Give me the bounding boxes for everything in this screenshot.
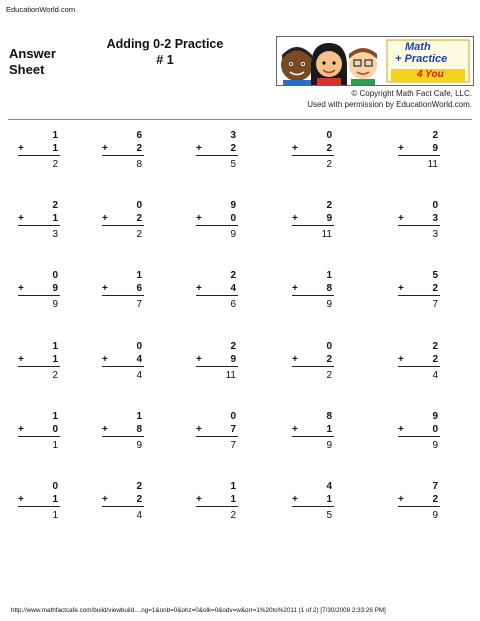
worksheet-title	[90, 36, 240, 68]
answer-value: 4	[136, 370, 142, 381]
addend-bottom: 2	[432, 354, 438, 365]
addend-top: 1	[136, 411, 142, 422]
plus-sign: +	[18, 283, 24, 294]
plus-sign: +	[196, 283, 202, 294]
addition-problem	[196, 411, 236, 455]
addend-top: 0	[432, 200, 438, 211]
addend-top: 1	[136, 270, 142, 281]
addition-problem	[292, 200, 332, 244]
sum-line	[196, 366, 238, 367]
addend-bottom: 1	[52, 143, 58, 154]
plus-sign: +	[196, 143, 202, 154]
plus-sign: +	[196, 494, 202, 505]
addition-problem	[292, 130, 332, 174]
plus-sign: +	[398, 283, 404, 294]
plus-sign: +	[196, 354, 202, 365]
sum-line	[102, 225, 144, 226]
addition-problem	[102, 481, 142, 525]
sum-line	[102, 155, 144, 156]
addend-top: 0	[326, 341, 332, 352]
permission-line: Used with permission by EducationWorld.com.	[307, 100, 472, 109]
plus-sign: +	[102, 424, 108, 435]
addition-problem	[196, 481, 236, 525]
answer-value: 6	[230, 299, 236, 310]
sum-line	[102, 295, 144, 296]
addition-problem	[18, 130, 58, 174]
addition-problem	[398, 270, 438, 314]
sum-line	[18, 295, 60, 296]
addend-top: 0	[52, 481, 58, 492]
addend-top: 0	[326, 130, 332, 141]
addend-top: 2	[230, 270, 236, 281]
addend-bottom: 6	[136, 283, 142, 294]
plus-sign: +	[18, 354, 24, 365]
sum-line	[398, 225, 440, 226]
answer-value: 4	[136, 510, 142, 521]
sum-line	[18, 506, 60, 507]
sum-line	[18, 436, 60, 437]
addend-bottom: 1	[326, 494, 332, 505]
plus-sign: +	[292, 283, 298, 294]
plus-sign: +	[292, 494, 298, 505]
addend-top: 6	[136, 130, 142, 141]
answer-value: 1	[52, 440, 58, 451]
plus-sign: +	[292, 213, 298, 224]
addend-top: 0	[136, 200, 142, 211]
answer-value: 3	[52, 229, 58, 240]
addition-problem	[398, 130, 438, 174]
addition-problem	[196, 341, 236, 385]
answer-value: 11	[225, 370, 236, 381]
sum-line	[292, 155, 334, 156]
answer-value: 9	[326, 440, 332, 451]
addition-problem	[398, 200, 438, 244]
addend-bottom: 4	[230, 283, 236, 294]
addend-bottom: 2	[432, 494, 438, 505]
addend-top: 4	[326, 481, 332, 492]
plus-sign: +	[292, 354, 298, 365]
addend-top: 7	[432, 481, 438, 492]
worksheet-title-line: Adding 0-2 Practice	[106, 37, 224, 51]
addition-problem	[18, 341, 58, 385]
addition-problem	[292, 481, 332, 525]
addend-bottom: 2	[230, 143, 236, 154]
addend-bottom: 2	[136, 143, 142, 154]
plus-sign: +	[102, 354, 108, 365]
addend-bottom: 2	[326, 143, 332, 154]
addend-bottom: 9	[432, 143, 438, 154]
sum-line	[196, 295, 238, 296]
logo-text-4you: 4 You	[417, 69, 444, 80]
plus-sign: +	[18, 143, 24, 154]
addition-problem	[398, 341, 438, 385]
addend-bottom: 4	[136, 354, 142, 365]
addend-bottom: 1	[52, 213, 58, 224]
sum-line	[292, 436, 334, 437]
worksheet-subtitle: # 1	[156, 53, 174, 67]
answer-value: 5	[230, 159, 236, 170]
addend-top: 1	[52, 341, 58, 352]
sum-line	[292, 295, 334, 296]
sum-line	[18, 225, 60, 226]
sum-line	[196, 436, 238, 437]
addend-bottom: 8	[136, 424, 142, 435]
addition-problem	[196, 270, 236, 314]
answer-sheet-label-line: Sheet	[9, 62, 45, 77]
plus-sign: +	[398, 354, 404, 365]
sum-line	[398, 155, 440, 156]
plus-sign: +	[18, 424, 24, 435]
logo-text-practice: + Practice	[395, 53, 448, 65]
addition-problem	[18, 411, 58, 455]
addend-bottom: 9	[52, 283, 58, 294]
answer-value: 9	[230, 229, 236, 240]
addition-problem	[196, 200, 236, 244]
sum-line	[398, 366, 440, 367]
answer-value: 2	[230, 510, 236, 521]
addition-problem	[292, 341, 332, 385]
addend-bottom: 1	[52, 494, 58, 505]
answer-value: 5	[326, 510, 332, 521]
answer-value: 9	[432, 440, 438, 451]
site-header: EducationWorld.com	[6, 5, 76, 14]
addend-top: 0	[52, 270, 58, 281]
sum-line	[398, 436, 440, 437]
plus-sign: +	[292, 424, 298, 435]
sum-line	[102, 366, 144, 367]
answer-value: 11	[427, 159, 438, 170]
answer-value: 2	[52, 370, 58, 381]
plus-sign: +	[102, 494, 108, 505]
sum-line	[292, 506, 334, 507]
addend-top: 9	[432, 411, 438, 422]
math-practice-logo	[276, 36, 474, 86]
answer-value: 9	[432, 510, 438, 521]
addend-top: 2	[432, 341, 438, 352]
sum-line	[102, 506, 144, 507]
addend-top: 2	[326, 200, 332, 211]
plus-sign: +	[398, 424, 404, 435]
addend-bottom: 0	[432, 424, 438, 435]
sum-line	[196, 506, 238, 507]
answer-value: 4	[432, 370, 438, 381]
addend-bottom: 8	[326, 283, 332, 294]
addition-problem	[292, 270, 332, 314]
sum-line	[292, 366, 334, 367]
addition-problem	[292, 411, 332, 455]
addend-top: 1	[326, 270, 332, 281]
addend-top: 1	[230, 481, 236, 492]
addend-bottom: 7	[230, 424, 236, 435]
sum-line	[398, 506, 440, 507]
plus-sign: +	[102, 213, 108, 224]
addend-top: 8	[326, 411, 332, 422]
plus-sign: +	[196, 424, 202, 435]
addend-top: 5	[432, 270, 438, 281]
plus-sign: +	[292, 143, 298, 154]
plus-sign: +	[102, 143, 108, 154]
addend-bottom: 1	[52, 354, 58, 365]
addend-bottom: 3	[432, 213, 438, 224]
addend-top: 9	[230, 200, 236, 211]
addend-top: 3	[230, 130, 236, 141]
addend-top: 0	[136, 341, 142, 352]
addend-bottom: 2	[326, 354, 332, 365]
answer-value: 8	[136, 159, 142, 170]
addend-bottom: 0	[230, 213, 236, 224]
addend-top: 2	[230, 341, 236, 352]
answer-sheet-label-line: Answer	[9, 46, 56, 61]
addition-problem	[102, 411, 142, 455]
addend-bottom: 0	[52, 424, 58, 435]
addend-bottom: 1	[326, 424, 332, 435]
sum-line	[398, 295, 440, 296]
sum-line	[102, 436, 144, 437]
addend-top: 0	[230, 411, 236, 422]
copyright-line: © Copyright Math Fact Cafe, LLC.	[351, 89, 472, 98]
addition-problem	[18, 270, 58, 314]
addition-problem	[18, 200, 58, 244]
sum-line	[18, 155, 60, 156]
header-divider	[8, 119, 472, 120]
plus-sign: +	[398, 213, 404, 224]
plus-sign: +	[102, 283, 108, 294]
answer-value: 2	[52, 159, 58, 170]
addend-bottom: 2	[136, 494, 142, 505]
addition-problem	[398, 481, 438, 525]
addend-bottom: 2	[432, 283, 438, 294]
addend-top: 1	[52, 411, 58, 422]
answer-value: 3	[432, 229, 438, 240]
page-footer-url: http://www.mathfactcafe.com/build/viewbuild....ng=1&onb=0&ohz=0&olk=0&odv=w&orr=1%20to%2011 (1 of 2) [7/30/2009 2:33:26 PM]	[11, 607, 386, 614]
copyright-notice	[307, 88, 472, 110]
addition-problem	[102, 200, 142, 244]
answer-value: 11	[321, 229, 332, 240]
answer-value: 7	[230, 440, 236, 451]
addition-problem	[196, 130, 236, 174]
addition-problem	[102, 270, 142, 314]
plus-sign: +	[18, 494, 24, 505]
plus-sign: +	[398, 494, 404, 505]
plus-sign: +	[196, 213, 202, 224]
answer-value: 7	[136, 299, 142, 310]
answer-value: 9	[136, 440, 142, 451]
addend-top: 2	[52, 200, 58, 211]
plus-sign: +	[18, 213, 24, 224]
addend-bottom: 1	[230, 494, 236, 505]
answer-value: 9	[52, 299, 58, 310]
addition-problem	[102, 341, 142, 385]
answer-value: 1	[52, 510, 58, 521]
addition-problem	[398, 411, 438, 455]
sum-line	[18, 366, 60, 367]
answer-value: 9	[326, 299, 332, 310]
addition-problem	[18, 481, 58, 525]
addend-top: 1	[52, 130, 58, 141]
addend-bottom: 9	[230, 354, 236, 365]
answer-value: 2	[326, 159, 332, 170]
addend-top: 2	[136, 481, 142, 492]
plus-sign: +	[398, 143, 404, 154]
answer-sheet-label	[9, 46, 56, 78]
answer-value: 2	[136, 229, 142, 240]
answer-value: 2	[326, 370, 332, 381]
sum-line	[292, 225, 334, 226]
answer-value: 7	[432, 299, 438, 310]
sum-line	[196, 225, 238, 226]
addition-problem	[102, 130, 142, 174]
logo-text-math: Math	[405, 41, 431, 53]
addend-top: 2	[432, 130, 438, 141]
sum-line	[196, 155, 238, 156]
addend-bottom: 2	[136, 213, 142, 224]
addend-bottom: 9	[326, 213, 332, 224]
